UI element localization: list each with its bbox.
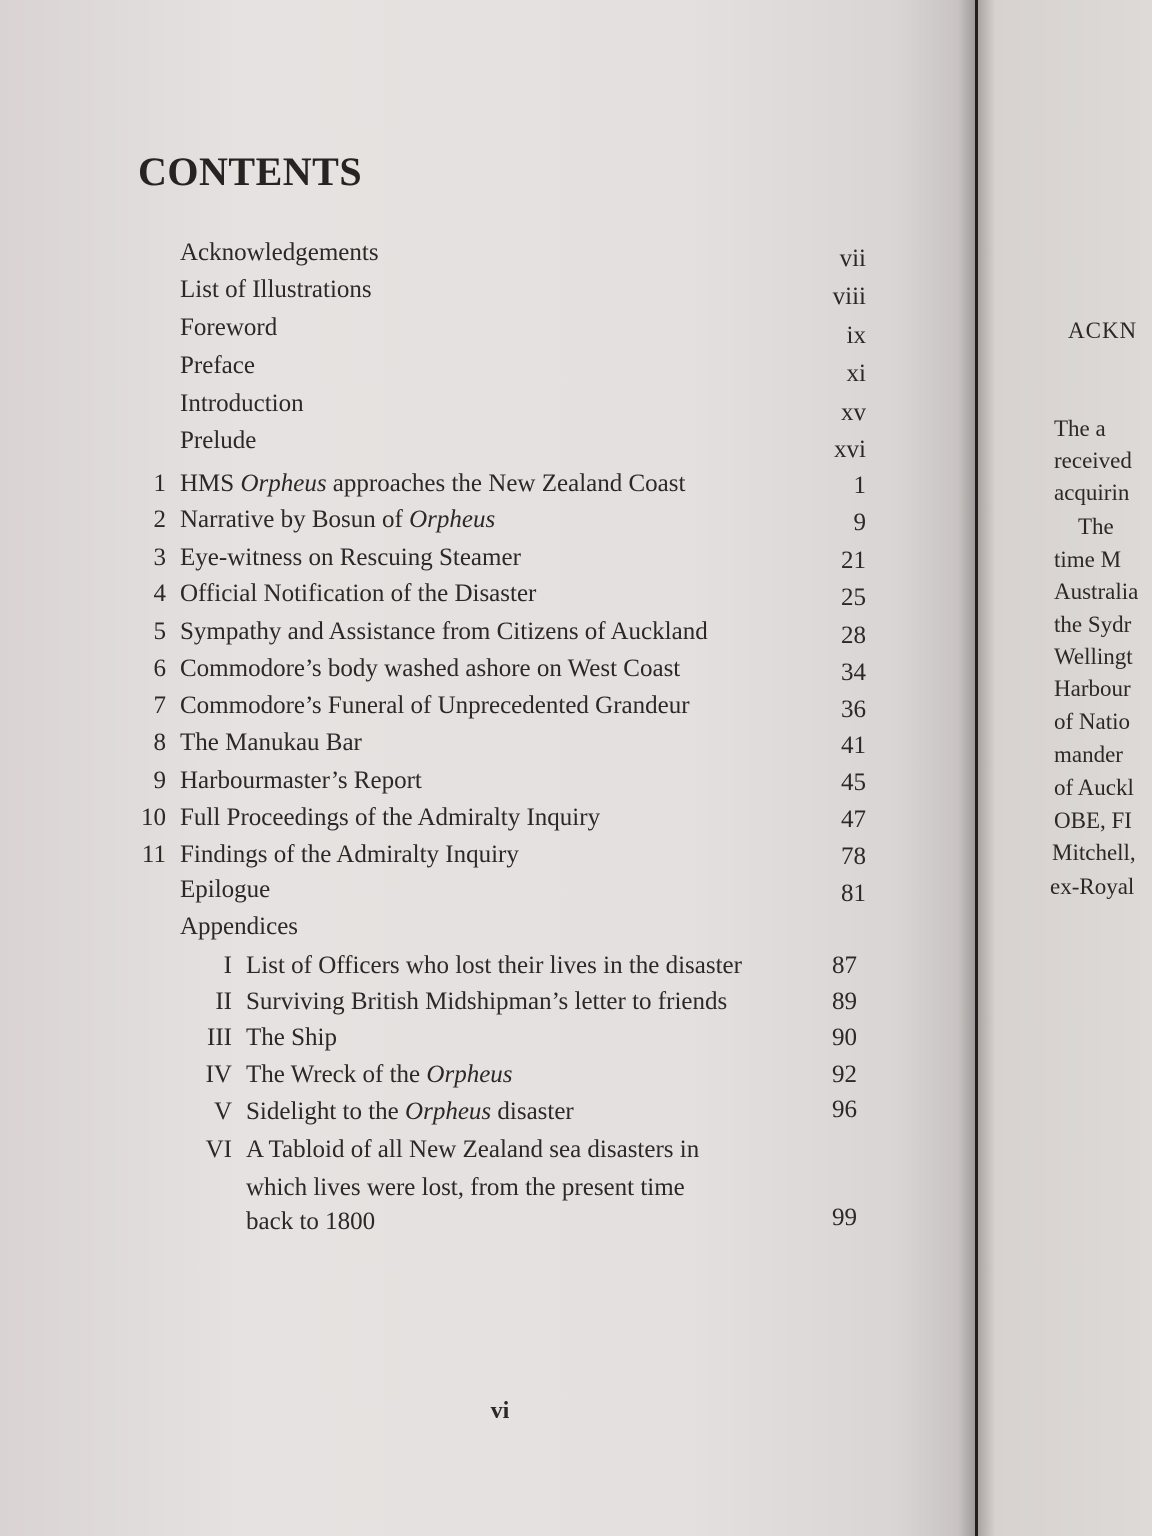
toc-entry-title: Acknowledgements	[180, 239, 379, 266]
toc-entry-page: xv	[841, 399, 866, 426]
toc-entry-page: 45	[841, 769, 866, 796]
appendix-page: 99	[832, 1204, 857, 1231]
toc-entry-title-text: Narrative by Bosun of	[180, 506, 410, 533]
toc-entry-title: Official Notification of the Disaster	[180, 580, 537, 607]
right-page-line: mander	[1054, 742, 1123, 767]
toc-entry-page: 21	[841, 547, 866, 574]
toc-entry-page: viii	[832, 283, 866, 310]
toc-entry-page: 34	[841, 659, 866, 686]
right-page-line: acquirin	[1054, 480, 1130, 505]
appendix-entry	[0, 949, 960, 983]
right-page-line: time M	[1054, 547, 1122, 572]
toc-entry	[0, 387, 960, 426]
toc-entry-title: Findings of the Admiralty Inquiry	[180, 841, 519, 868]
appendix-title-text: disaster	[491, 1098, 574, 1125]
toc-entry-title: Eye-witness on Rescuing Steamer	[180, 544, 521, 571]
appendix-title: The Ship	[246, 1024, 337, 1051]
appendix-entry-continuation	[0, 1171, 960, 1205]
toc-entry-number: 4	[153, 580, 166, 607]
toc-entry-title: Prelude	[180, 427, 257, 454]
toc-entry	[0, 424, 960, 463]
toc-entry-title: Foreword	[180, 314, 278, 341]
toc-entry	[0, 652, 960, 686]
toc-entry-number: 8	[153, 729, 166, 756]
appendix-title-text: Sidelight to the	[246, 1098, 406, 1125]
toc-entry-number: 5	[153, 618, 166, 645]
appendix-title	[246, 1095, 574, 1129]
ship-name: Orpheus	[240, 470, 327, 497]
toc-entry	[0, 910, 960, 944]
toc-entry-title: Appendices	[180, 913, 299, 940]
appendix-number: V	[213, 1098, 232, 1125]
toc-entry-title	[180, 467, 685, 501]
toc-entry	[0, 236, 960, 270]
appendix-entry	[0, 1133, 960, 1167]
toc-entry-number: 11	[141, 841, 166, 868]
right-page-line: The a	[1054, 416, 1106, 441]
toc-entry	[0, 838, 960, 872]
toc-entry-page: vii	[839, 245, 866, 272]
appendix-number: IV	[205, 1061, 232, 1088]
appendix-entry-continuation	[0, 1205, 960, 1239]
toc-entry-page: 9	[853, 509, 866, 536]
toc-entry	[0, 577, 960, 611]
right-page	[978, 0, 1152, 1536]
right-page-line: Wellingt	[1054, 644, 1133, 669]
toc-entry-page: 25	[841, 584, 866, 611]
appendix-title-text: The Wreck of the	[246, 1061, 427, 1088]
appendix-entry	[0, 1021, 960, 1055]
toc-entry	[0, 873, 960, 907]
toc-entry	[0, 801, 960, 835]
right-page-line: Mitchell,	[1052, 840, 1136, 865]
right-page-line: Harbour	[1054, 676, 1131, 701]
appendix-title: A Tabloid of all New Zealand sea disasters in	[246, 1136, 700, 1163]
toc-entry-title: Introduction	[180, 390, 304, 417]
toc-entry-page: 1	[853, 472, 866, 499]
toc-entry-title: The Manukau Bar	[180, 729, 362, 756]
right-page-line: ex-Royal	[1050, 874, 1135, 899]
right-page-line: of Auckl	[1054, 775, 1134, 800]
toc-entry-title-text: approaches the New Zealand Coast	[326, 470, 686, 497]
toc-entry	[0, 726, 960, 760]
toc-entry	[0, 273, 960, 310]
toc-entry-title: Full Proceedings of the Admiralty Inquiry	[180, 804, 601, 831]
appendix-page: 90	[832, 1024, 857, 1051]
toc-entry-title: Commodore’s Funeral of Unprecedented Grandeur	[180, 692, 690, 719]
appendix-title: Surviving British Midshipman’s letter to friends	[246, 988, 728, 1015]
toc-entry-number: 3	[153, 544, 166, 571]
toc-entry	[0, 541, 960, 575]
toc-entry-title	[180, 503, 495, 537]
toc-entry	[0, 764, 960, 798]
toc-entry-number: 7	[153, 692, 166, 719]
right-page-line: Australia	[1054, 579, 1139, 604]
right-page-heading: ACKN	[1068, 318, 1138, 343]
appendix-entry	[0, 1095, 960, 1129]
toc-entry-number: 6	[153, 655, 166, 682]
appendix-number: I	[223, 952, 232, 979]
right-page-line: the Sydr	[1054, 612, 1132, 637]
right-page-line: OBE, FI	[1054, 808, 1132, 833]
appendix-page: 96	[832, 1096, 857, 1123]
toc-entry-title: Harbourmaster’s Report	[180, 767, 422, 794]
appendix-number: VI	[205, 1136, 232, 1163]
appendix-page: 89	[832, 988, 857, 1015]
toc-entry	[0, 503, 960, 537]
appendix-page: 87	[832, 952, 857, 979]
toc-entry-page: xvi	[834, 436, 866, 463]
toc-entry	[0, 311, 960, 349]
toc-entry-number: 9	[153, 767, 166, 794]
ship-name: Orpheus	[409, 506, 496, 533]
contents-heading: CONTENTS	[138, 149, 363, 194]
appendix-number: II	[215, 988, 232, 1015]
toc-entry-number: 2	[153, 506, 166, 533]
toc-entry-title: List of Illustrations	[180, 276, 372, 303]
toc-entry	[0, 349, 960, 387]
page-number: vi	[490, 1398, 510, 1424]
toc-entry-page: 41	[841, 732, 866, 759]
appendix-title: List of Officers who lost their lives in the disaster	[246, 952, 742, 979]
appendix-title: which lives were lost, from the present time	[246, 1174, 685, 1201]
toc-entry-page: xi	[846, 360, 866, 387]
right-page-line: The	[1078, 514, 1114, 539]
toc-entry-page: 28	[841, 622, 866, 649]
appendix-title: back to 1800	[246, 1208, 376, 1235]
appendix-entry	[0, 985, 960, 1019]
toc-entry	[0, 689, 960, 723]
toc-entry-title: Commodore’s body washed ashore on West Coast	[180, 655, 681, 682]
toc-entry-page: 47	[841, 806, 866, 833]
right-page-line: of Natio	[1054, 709, 1131, 734]
toc-entry-number: 1	[153, 470, 166, 497]
appendix-page: 92	[832, 1061, 857, 1088]
ship-name: Orpheus	[405, 1098, 492, 1125]
toc-entry-page: 78	[841, 843, 866, 870]
toc-entry-page: 81	[841, 880, 866, 907]
appendix-entry	[0, 1058, 960, 1092]
toc-entry-title: Epilogue	[180, 876, 271, 903]
toc-entry-page: 36	[841, 696, 866, 723]
ship-name: Orpheus	[426, 1061, 513, 1088]
toc-entry	[0, 615, 960, 649]
appendix-number: III	[207, 1024, 232, 1051]
toc-entry-title: Preface	[180, 352, 255, 379]
toc-entry	[0, 467, 960, 501]
toc-entry-number: 10	[141, 804, 166, 831]
appendix-title	[246, 1058, 513, 1092]
toc-entry-title-text: HMS	[180, 470, 241, 497]
toc-entry-page: ix	[846, 322, 866, 349]
right-page-line: received	[1054, 448, 1132, 473]
toc-entry-title: Sympathy and Assistance from Citizens of Auckland	[180, 618, 708, 645]
